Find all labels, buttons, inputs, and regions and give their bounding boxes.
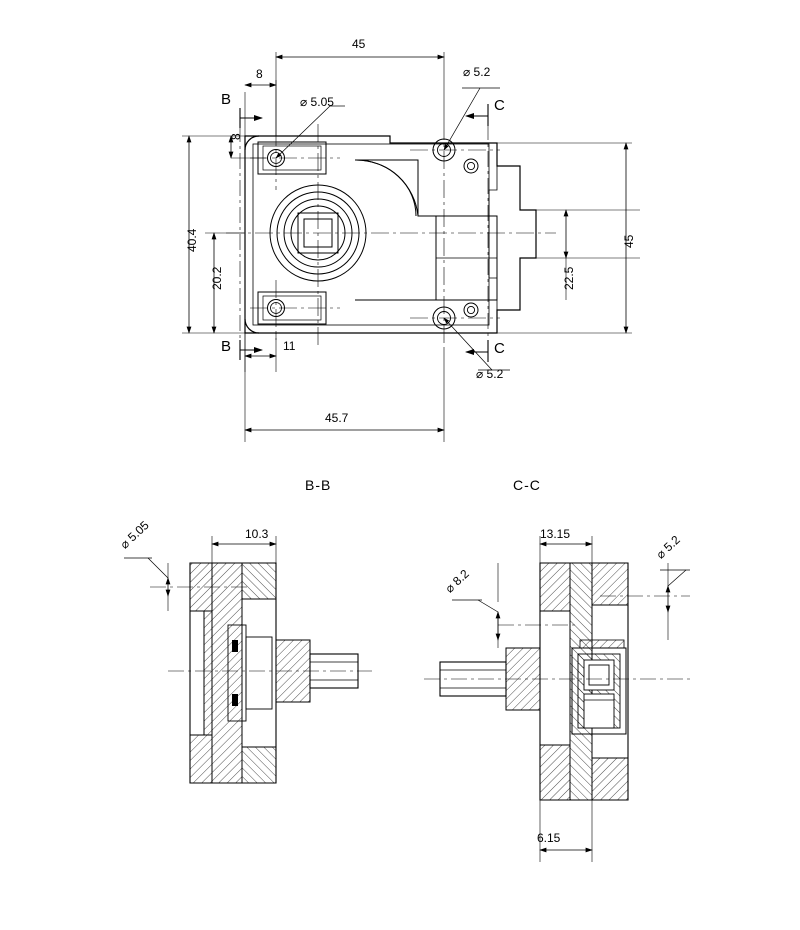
dim-center-height-left: 20.2 (210, 266, 224, 290)
dim-overall-width-top: 45 (352, 37, 366, 51)
dim-hole-dia-bottom-right: ⌀ 5.2 (476, 367, 504, 381)
section-mark-c-bottom-right: C (494, 340, 505, 357)
dim-center-offset-right: 22.5 (562, 266, 576, 290)
dim-bb-thickness: 10.3 (245, 527, 269, 541)
dim-hole-dia-top-left: ⌀ 5.05 (300, 95, 334, 109)
dim-edge-offset-top: 8 (256, 67, 263, 81)
dim-cc-bottom: 6.15 (537, 831, 561, 845)
dim-bb-hole-dia: ⌀ 5.05 (117, 518, 152, 552)
section-mark-c-top-right: C (494, 97, 505, 114)
dim-cc-bore-dia: ⌀ 8.2 (442, 566, 472, 596)
section-mark-b-bottom-left: B (221, 338, 232, 355)
dim-cc-width: 13.15 (540, 527, 571, 541)
dim-cc-hole-dia: ⌀ 5.2 (653, 532, 683, 562)
dim-hole-dia-top-right: ⌀ 5.2 (463, 65, 491, 79)
dim-overall-height-right: 45 (622, 234, 636, 248)
section-mark-b-top-left: B (221, 91, 232, 108)
section-title-cc: C-C (513, 477, 541, 493)
dim-overall-height-left: 40.4 (185, 228, 199, 252)
section-title-bb: B-B (305, 477, 332, 493)
dim-edge-offset-left: 8 (229, 133, 243, 140)
dim-bottom-offset: 11 (283, 339, 296, 353)
dim-overall-length-bottom: 45.7 (325, 411, 349, 425)
